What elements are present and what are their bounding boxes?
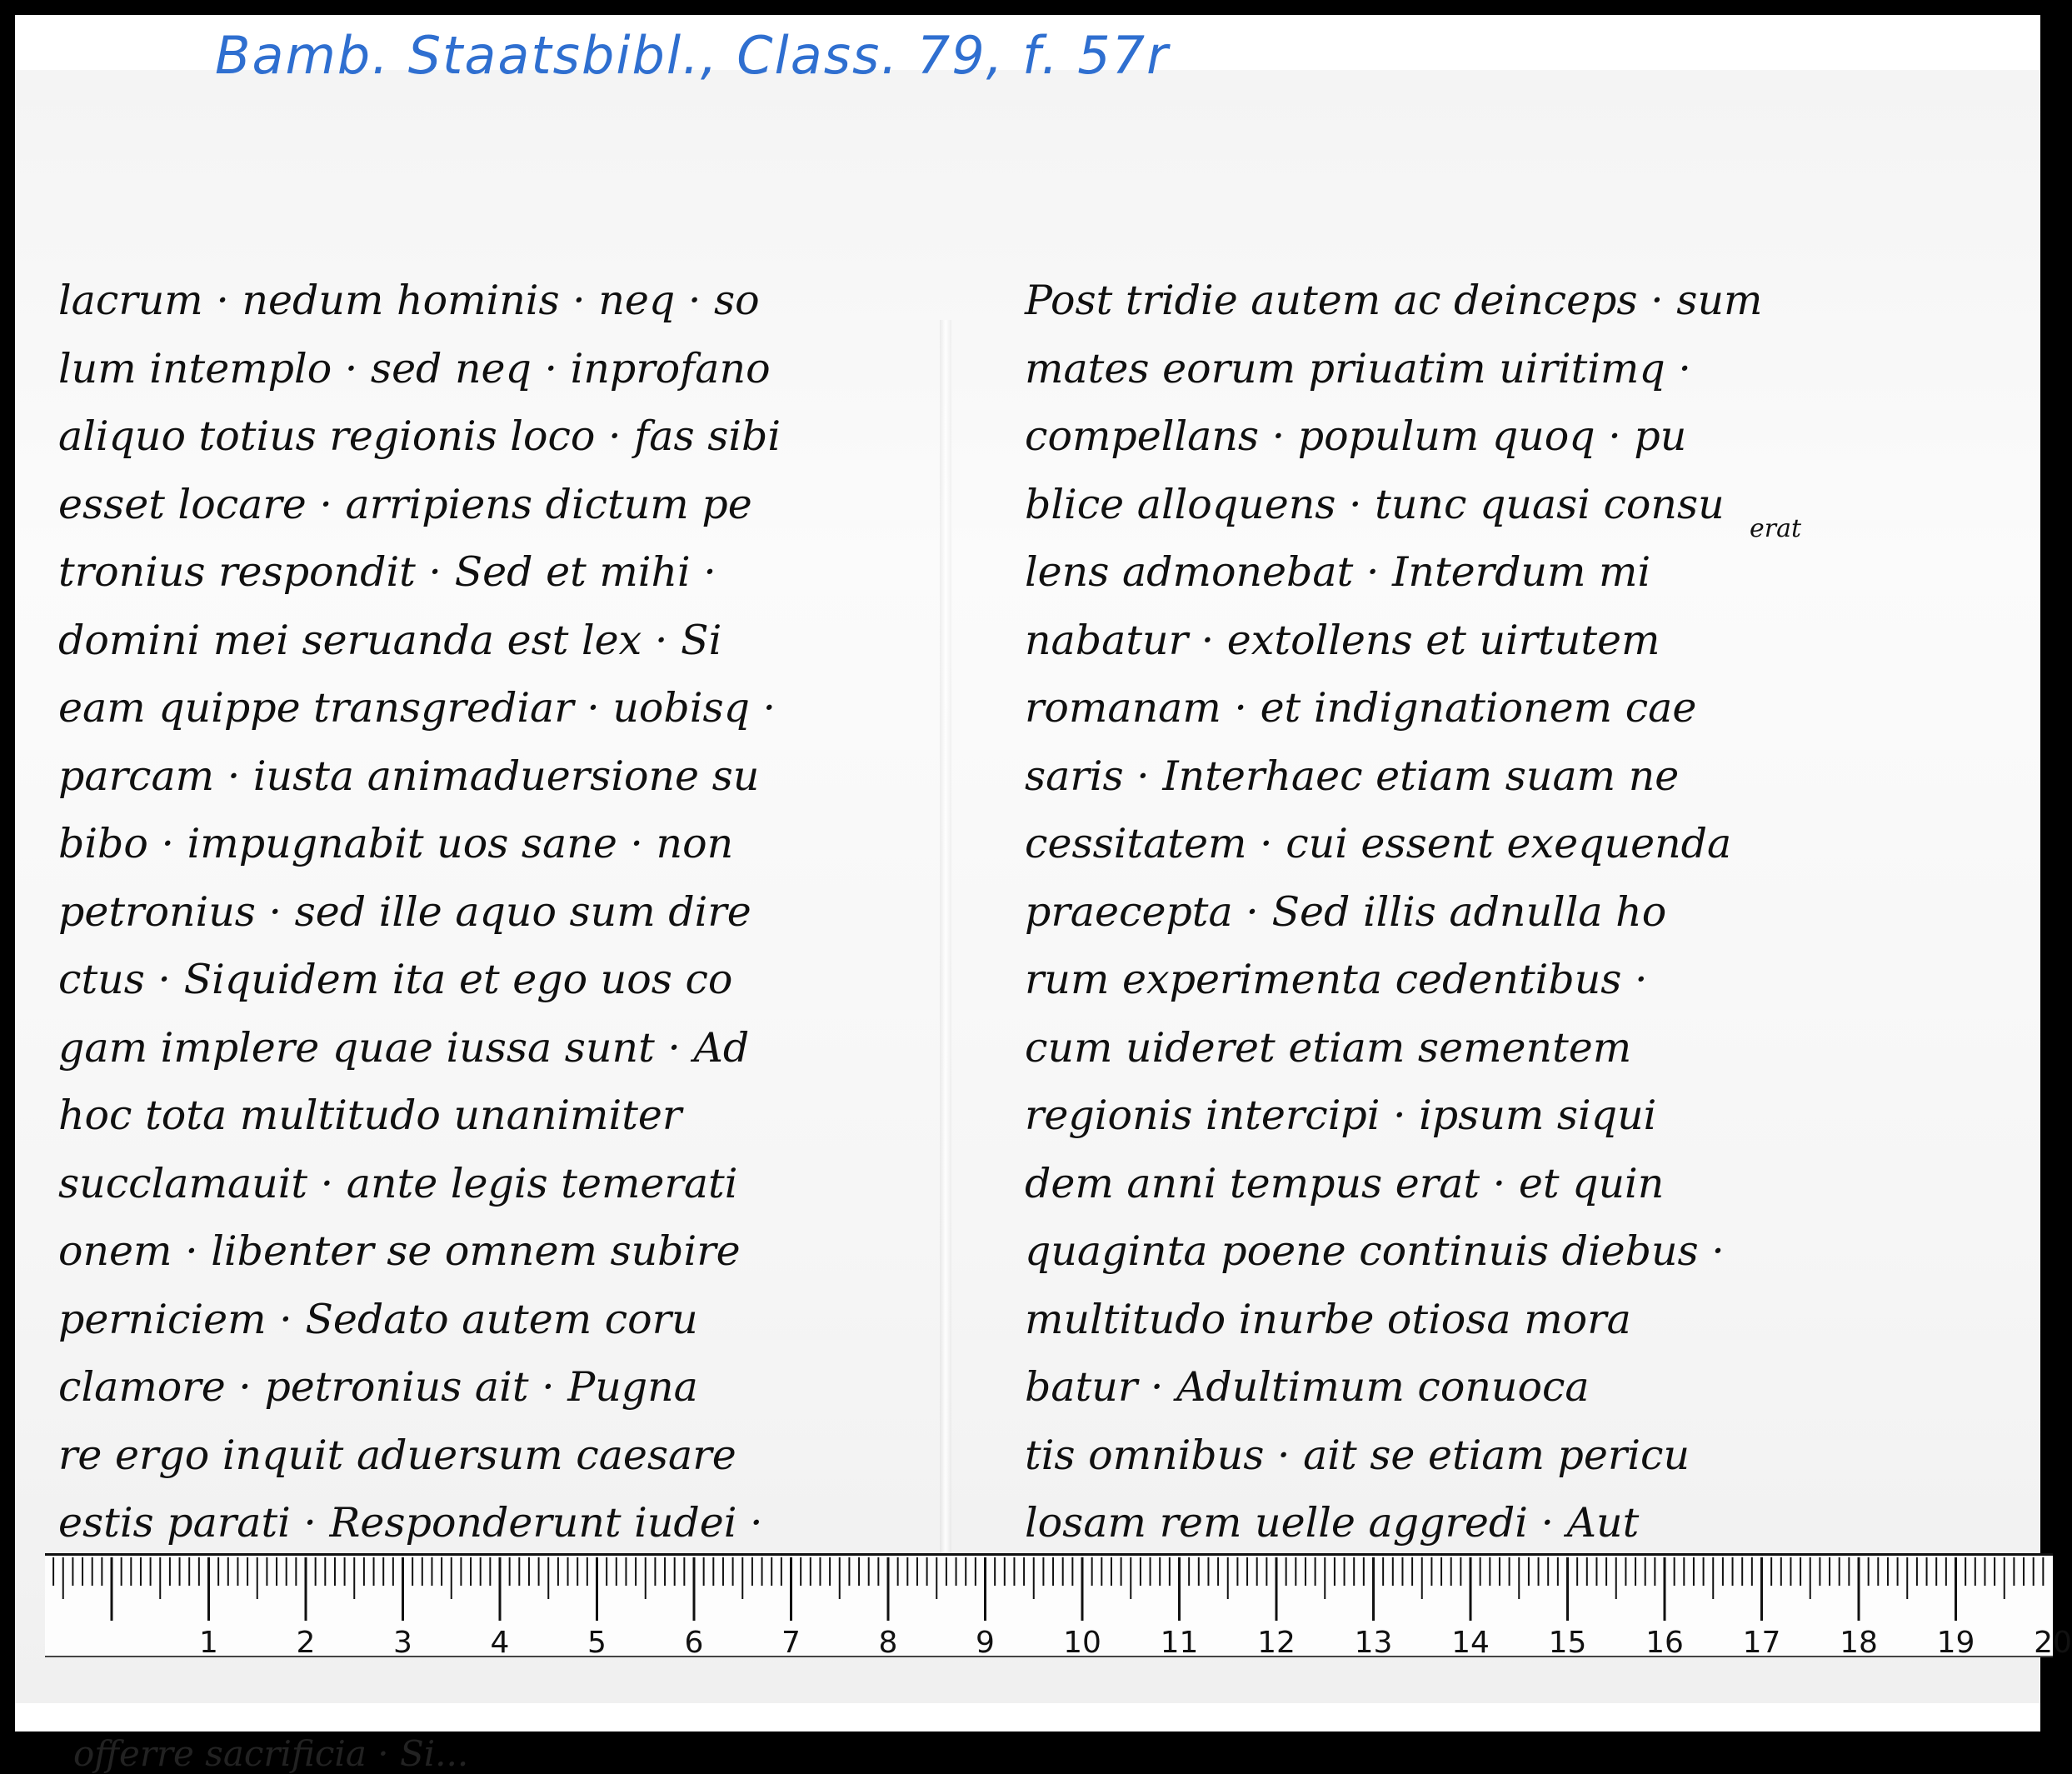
- scan-frame: [15, 15, 2072, 1774]
- manuscript-line: losam rem uelle aggredi · Aut: [1025, 1499, 1640, 1547]
- manuscript-line: blice alloquens · tunc quasi consu: [1025, 480, 1725, 528]
- ruler-label: 2: [296, 1626, 316, 1660]
- manuscript-line: parcam · iusta animaduersione su: [58, 752, 760, 800]
- ruler-label: 17: [1742, 1626, 1781, 1660]
- manuscript-line: aliquo totius regionis loco · fas sibi: [58, 412, 781, 460]
- manuscript-line: multitudo inurbe otiosa mora: [1025, 1295, 1631, 1343]
- manuscript-line: clamore · petronius ait · Pugna: [58, 1363, 698, 1411]
- ruler-label: 18: [1840, 1626, 1878, 1660]
- ruler-label: 16: [1645, 1626, 1684, 1660]
- shelfmark-annotation: Bamb. Staatsbibl., Class. 79, f. 57r: [215, 25, 1170, 86]
- ruler-label: 20: [2034, 1626, 2072, 1660]
- ruler-label: 6: [684, 1626, 704, 1660]
- ruler-label: 11: [1160, 1626, 1199, 1660]
- manuscript-line: lum intemplo · sed neq · inprofano: [58, 344, 771, 392]
- ruler-label: 13: [1354, 1626, 1393, 1660]
- superscript-correction: erat: [1750, 514, 1802, 543]
- manuscript-line: rum experimenta cedentibus ·: [1025, 956, 1648, 1003]
- page-crease: [940, 320, 951, 1653]
- manuscript-line: compellans · populum quoq · pu: [1025, 412, 1687, 460]
- manuscript-line: Post tridie autem ac deinceps · sum: [1025, 277, 1763, 324]
- ruler-label: 10: [1063, 1626, 1101, 1660]
- manuscript-line: bibo · impugnabit uos sane · non: [58, 820, 734, 867]
- ruler-label: 12: [1257, 1626, 1296, 1660]
- ruler-label: 9: [976, 1626, 995, 1660]
- manuscript-leaf: [15, 70, 2040, 1774]
- manuscript-line: perniciem · Sedato autem coru: [58, 1295, 698, 1343]
- manuscript-line: romanam · et indignationem cae: [1025, 684, 1697, 732]
- manuscript-line: lens admonebat · Interdum mi: [1025, 548, 1651, 596]
- manuscript-line: batur · Adultimum conuoca: [1025, 1363, 1590, 1411]
- manuscript-line: domini mei seruanda est lex · Si: [58, 616, 722, 664]
- scan-header-strip: [15, 15, 2040, 86]
- manuscript-line: cessitatem · cui essent exequenda: [1025, 820, 1732, 867]
- manuscript-line: estis parati · Responderunt iudei ·: [58, 1499, 763, 1547]
- manuscript-line: ctus · Siquidem ita et ego uos co: [58, 956, 733, 1003]
- manuscript-line: lacrum · nedum hominis · neq · so: [58, 277, 760, 324]
- ruler-label: 4: [490, 1626, 510, 1660]
- manuscript-line: nabatur · extollens et uirtutem: [1025, 616, 1660, 664]
- manuscript-line: eam quippe transgrediar · uobisq ·: [58, 684, 776, 732]
- manuscript-line: succlamauit · ante legis temerati: [58, 1159, 738, 1207]
- ruler-label: 3: [393, 1626, 412, 1660]
- ruler-label: 15: [1548, 1626, 1587, 1660]
- ruler-label: 5: [587, 1626, 607, 1660]
- manuscript-line: petronius · sed ille aquo sum dire: [58, 887, 751, 936]
- left-text-column: [58, 267, 908, 1625]
- ruler-label: 1: [199, 1626, 218, 1660]
- ruler-label: 7: [781, 1626, 801, 1660]
- manuscript-line: saris · Interhaec etiam suam ne: [1025, 752, 1680, 800]
- manuscript-line: quaginta poene continuis diebus ·: [1025, 1227, 1725, 1275]
- manuscript-line: hoc tota multitudo unanimiter: [58, 1092, 682, 1139]
- manuscript-line: praecepta · Sed illis adnulla ho: [1025, 887, 1667, 936]
- manuscript-line: onem · libenter se omnem subire: [58, 1227, 741, 1275]
- ruler-label: 14: [1451, 1626, 1490, 1660]
- manuscript-line: gam implere quae iussa sunt · Ad: [58, 1023, 750, 1072]
- manuscript-line: cum uideret etiam sementem: [1025, 1023, 1632, 1072]
- manuscript-line: tronius respondit · Sed et mihi ·: [58, 548, 716, 596]
- manuscript-line: esset locare · arripiens dictum pe: [58, 480, 752, 528]
- ruler-label: 19: [1936, 1626, 1975, 1660]
- manuscript-line: mates eorum priuatim uiritimq ·: [1025, 344, 1691, 392]
- text-below-ruler: offerre sacrificia · Si...: [73, 1733, 469, 1774]
- manuscript-line: tis omnibus · ait se etiam pericu: [1025, 1431, 1690, 1479]
- manuscript-line: dem anni tempus erat · et quin: [1025, 1159, 1665, 1207]
- manuscript-line: re ergo inquit aduersum caesare: [58, 1431, 736, 1479]
- right-text-column: [1025, 267, 1875, 1557]
- ruler-label: 8: [878, 1626, 898, 1660]
- manuscript-line: regionis intercipi · ipsum siqui: [1025, 1092, 1657, 1139]
- measuring-ruler: [45, 1553, 2072, 1660]
